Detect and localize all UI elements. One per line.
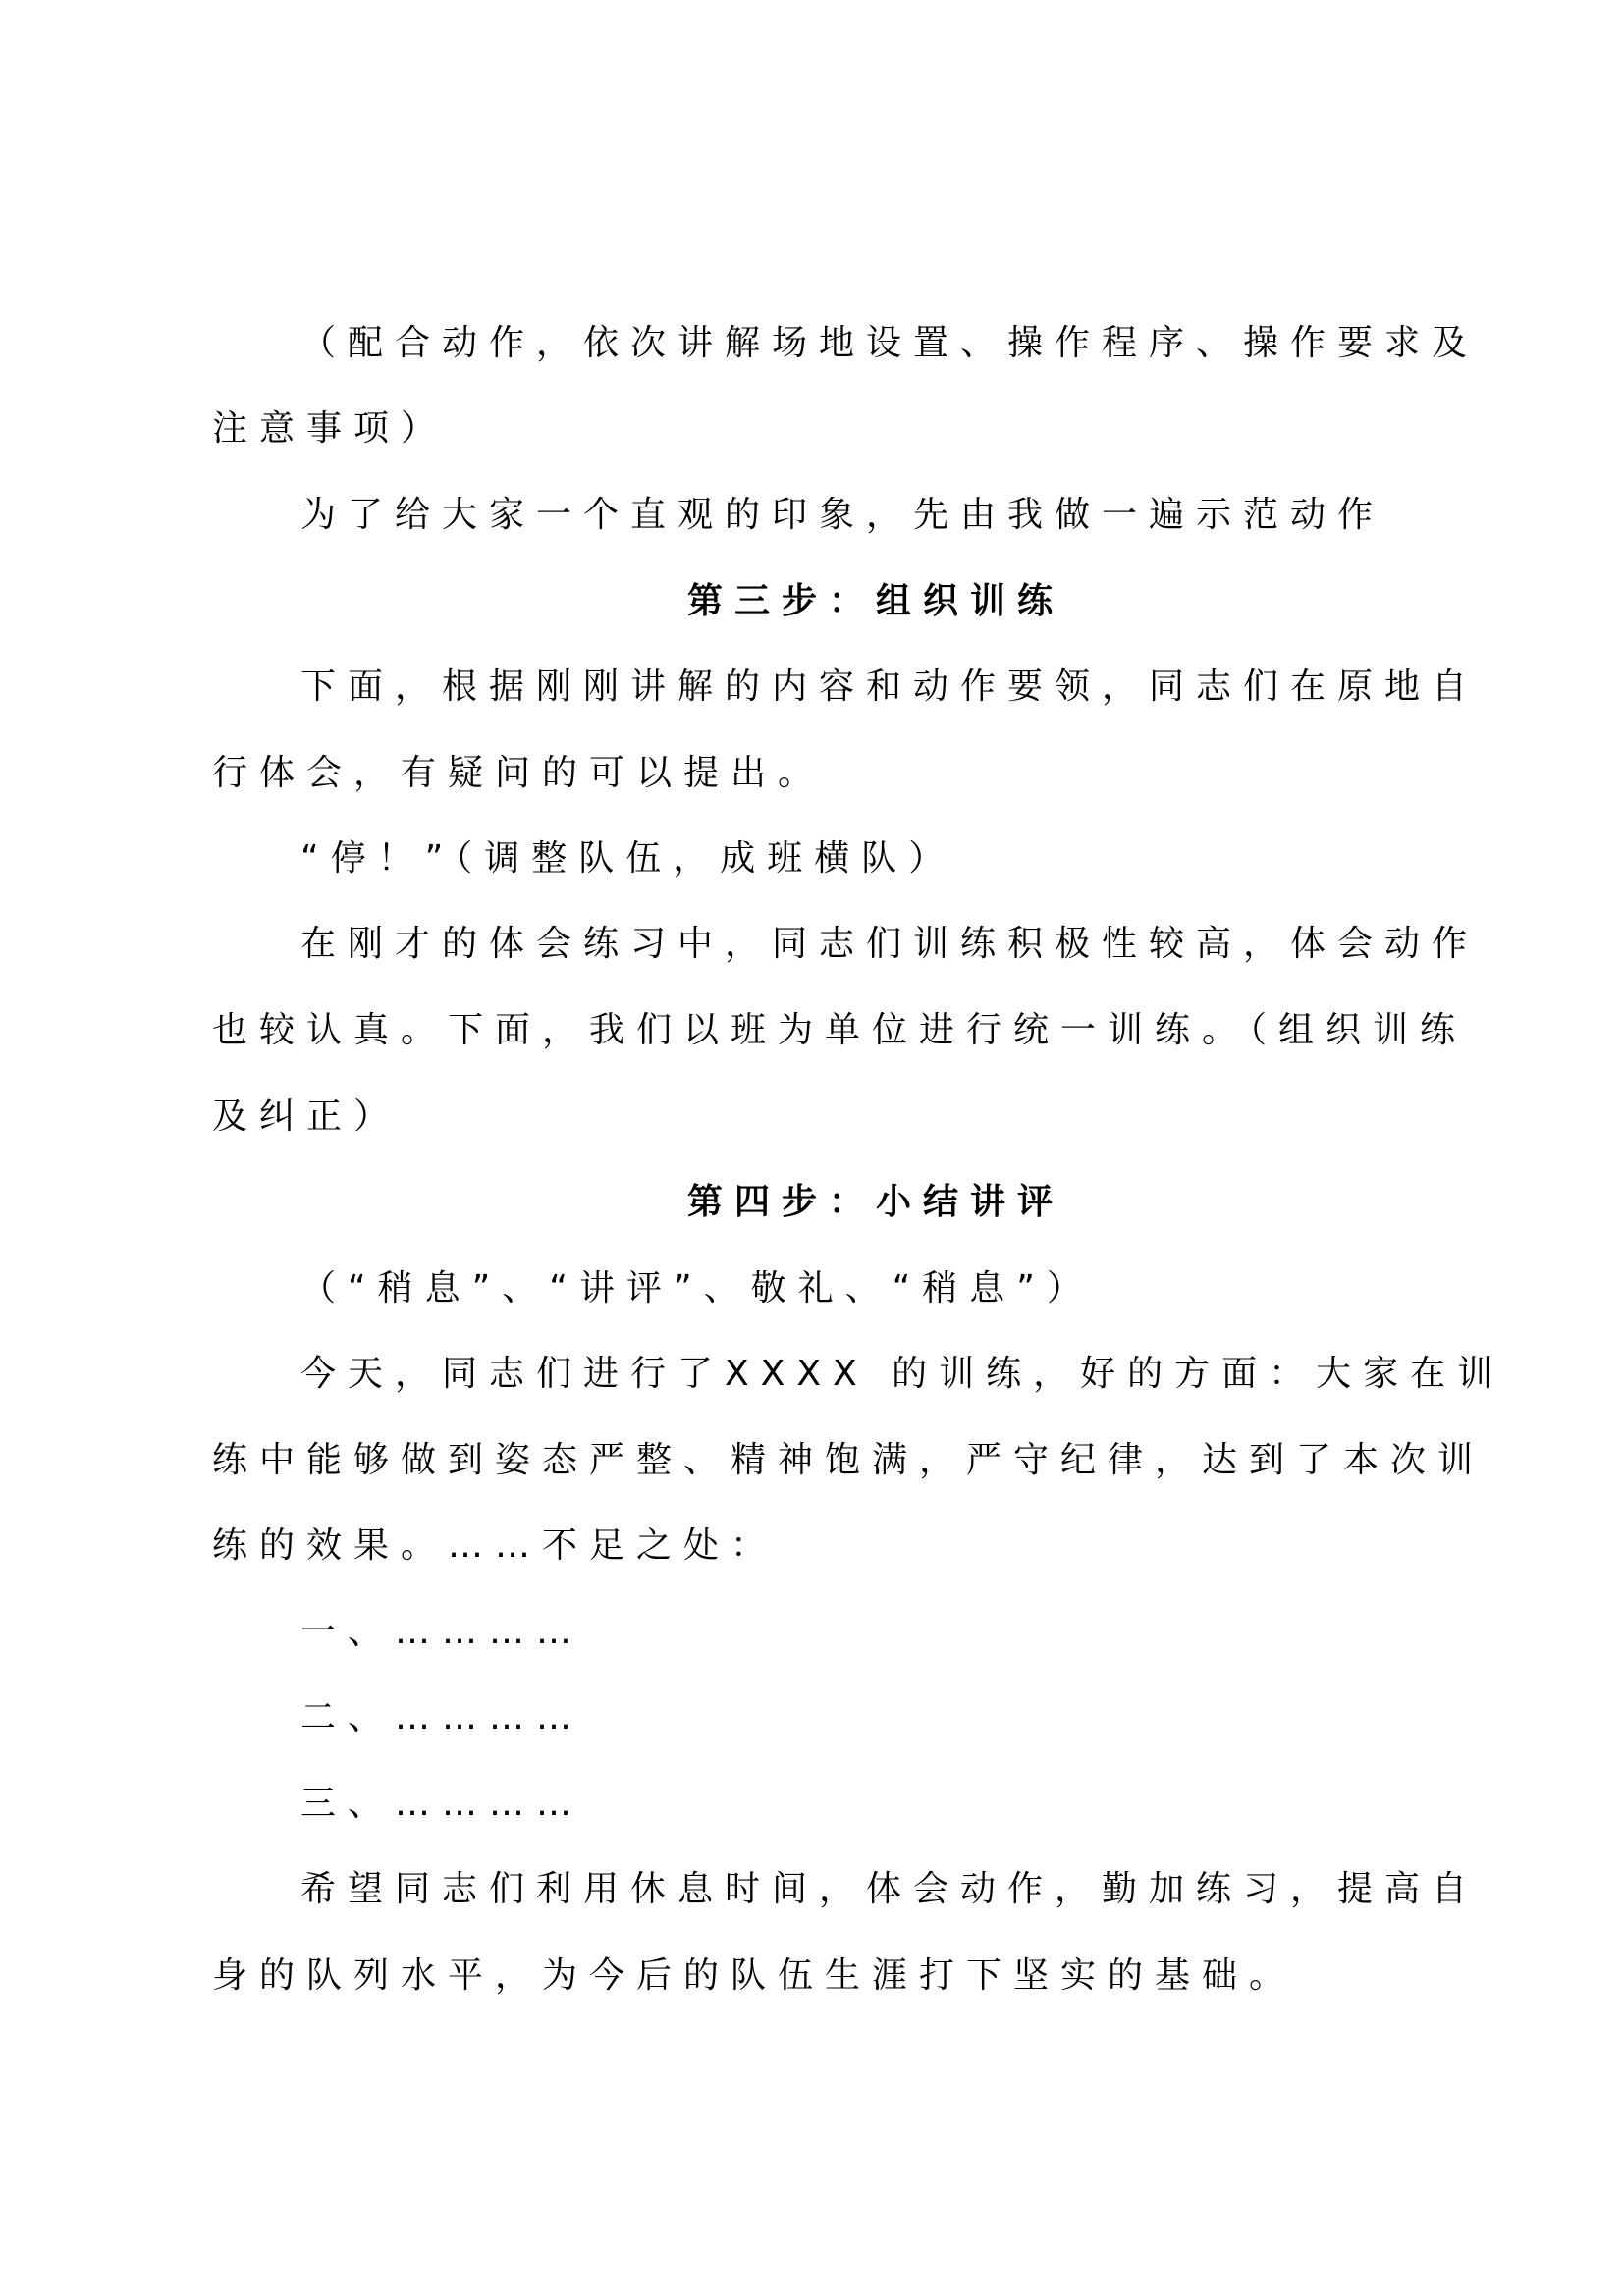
paragraph-line: 为了给大家一个直观的印象，先由我做一遍示范动作 bbox=[300, 495, 1385, 535]
paragraph-line: 及纠正） bbox=[212, 1096, 402, 1137]
list-item: 二、………… bbox=[300, 1697, 584, 1737]
list-item: 三、………… bbox=[300, 1784, 584, 1824]
paragraph-line: 下面，根据刚刚讲解的内容和动作要领，同志们在原地自 bbox=[300, 667, 1480, 707]
paragraph-line: 身的队列水平，为今后的队伍生涯打下坚实的基础。 bbox=[212, 1955, 1297, 1996]
paragraph-line: 今天，同志们进行了XXXX 的训练，好的方面：大家在训 bbox=[300, 1354, 1505, 1394]
paragraph-line: “停！”（调整队伍，成班横队） bbox=[300, 838, 956, 879]
list-item: 一、………… bbox=[300, 1612, 584, 1652]
paragraph-line: 也较认真。下面，我们以班为单位进行统一训练。（组织训练 bbox=[212, 1010, 1468, 1050]
paragraph-line: （“稍息”、“讲评”、敬礼、“稍息”） bbox=[300, 1268, 1094, 1308]
section-heading-step4: 第四步：小结讲评 bbox=[687, 1182, 1065, 1222]
paragraph-line: 练的效果。……不足之处： bbox=[212, 1525, 779, 1566]
paragraph-line: 练中能够做到姿态严整、精神饱满，严守纪律，达到了本次训 bbox=[212, 1440, 1486, 1480]
paragraph-line: 注意事项） bbox=[212, 408, 449, 449]
section-heading-step3: 第三步：组织训练 bbox=[687, 581, 1065, 621]
paragraph-line: 行体会，有疑问的可以提出。 bbox=[212, 753, 826, 793]
paragraph-line: （配合动作，依次讲解场地设置、操作程序、操作要求及 bbox=[300, 323, 1480, 363]
paragraph-line: 在刚才的体会练习中，同志们训练积极性较高，体会动作 bbox=[300, 924, 1480, 964]
paragraph-line: 希望同志们利用休息时间，体会动作，勤加练习，提高自 bbox=[300, 1869, 1480, 1909]
